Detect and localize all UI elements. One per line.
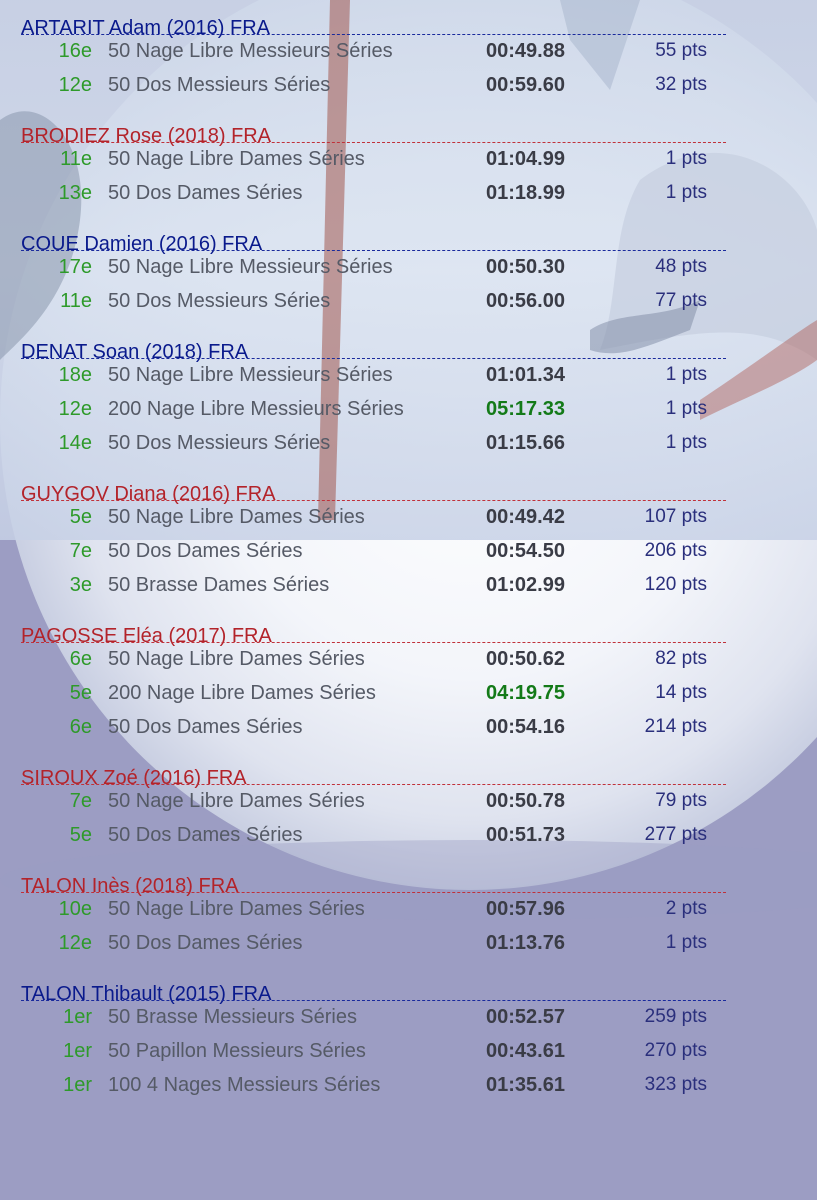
result-points: 77 pts [655,290,707,311]
result-row [0,176,817,210]
athlete-name[interactable]: DENAT Soan (2018) FRA [21,341,249,363]
result-event: 50 Dos Dames Séries [108,540,303,562]
result-row [0,392,817,426]
result-time: 01:15.66 [486,432,565,454]
result-points: 1 pts [665,182,707,203]
result-row [0,68,817,102]
result-time: 05:17.33 [486,398,565,420]
athlete-name[interactable]: ARTARIT Adam (2016) FRA [21,17,270,39]
result-points: 1 pts [665,432,707,453]
result-place: 10e [58,898,92,920]
result-place: 5e [69,506,92,528]
result-time: 01:04.99 [486,148,565,170]
result-time: 00:52.57 [486,1006,565,1028]
result-place: 1er [63,1074,92,1096]
athlete-name[interactable]: PAGOSSE Eléa (2017) FRA [21,625,272,647]
result-time: 00:50.78 [486,790,565,812]
athlete-block [0,966,817,1108]
result-row [0,358,817,392]
athlete-block [0,0,817,108]
result-place: 5e [69,824,92,846]
result-event: 50 Dos Dames Séries [108,182,303,204]
result-event: 50 Dos Dames Séries [108,716,303,738]
result-points: 120 pts [644,574,707,595]
result-points: 79 pts [655,790,707,811]
result-place: 7e [69,790,92,812]
result-place: 11e [60,290,92,312]
result-time: 01:35.61 [486,1074,565,1096]
result-points: 2 pts [665,898,707,919]
result-row [0,1000,817,1034]
athlete-name[interactable]: BRODIEZ Rose (2018) FRA [21,125,272,147]
result-event: 50 Nage Libre Dames Séries [108,790,365,812]
result-time: 00:57.96 [486,898,565,920]
result-points: 1 pts [665,148,707,169]
athlete-header [21,0,726,39]
result-event: 50 Dos Messieurs Séries [108,432,331,454]
result-row [0,34,817,68]
result-time: 01:01.34 [486,364,565,386]
result-time: 01:02.99 [486,574,565,596]
result-points: 107 pts [644,506,707,527]
athlete-header [21,216,726,255]
result-points: 32 pts [655,74,707,95]
athlete-header [21,858,726,897]
result-points: 277 pts [644,824,707,845]
athlete-name[interactable]: SIROUX Zoé (2016) FRA [21,767,247,789]
athlete-header [21,324,726,363]
result-event: 50 Nage Libre Dames Séries [108,148,365,170]
athlete-block [0,108,817,216]
result-place: 14e [58,432,92,454]
result-row [0,250,817,284]
result-points: 1 pts [665,932,707,953]
result-event: 50 Dos Messieurs Séries [108,74,331,96]
athlete-name[interactable]: TALON Inès (2018) FRA [21,875,239,897]
result-time: 04:19.75 [486,682,565,704]
result-place: 12e [58,74,92,96]
result-place: 17e [58,256,92,278]
result-time: 00:50.62 [486,648,565,670]
result-points: 323 pts [644,1074,707,1095]
result-row [0,1068,817,1102]
result-place: 11e [60,148,92,170]
result-place: 12e [58,398,92,420]
result-time: 00:49.42 [486,506,565,528]
result-row [0,500,817,534]
athlete-header [21,966,726,1005]
result-row [0,784,817,818]
athlete-name[interactable]: GUYGOV Diana (2016) FRA [21,483,276,505]
result-time: 00:54.50 [486,540,565,562]
athlete-block [0,216,817,324]
result-event: 50 Brasse Messieurs Séries [108,1006,357,1028]
result-points: 1 pts [665,364,707,385]
result-points: 270 pts [644,1040,707,1061]
athlete-block [0,466,817,608]
result-row [0,142,817,176]
result-time: 01:18.99 [486,182,565,204]
athlete-block [0,750,817,858]
result-points: 82 pts [655,648,707,669]
result-event: 200 Nage Libre Dames Séries [108,682,376,704]
result-place: 16e [58,40,92,62]
result-event: 50 Nage Libre Dames Séries [108,506,365,528]
result-time: 00:50.30 [486,256,565,278]
athlete-header [21,608,726,647]
result-place: 13e [58,182,92,204]
result-row [0,676,817,710]
result-time: 00:59.60 [486,74,565,96]
result-time: 00:54.16 [486,716,565,738]
result-points: 48 pts [655,256,707,277]
result-time: 00:43.61 [486,1040,565,1062]
athlete-header [21,466,726,505]
result-event: 50 Nage Libre Dames Séries [108,898,365,920]
result-place: 3e [69,574,92,596]
result-place: 6e [69,648,92,670]
result-event: 50 Nage Libre Messieurs Séries [108,40,393,62]
result-points: 206 pts [644,540,707,561]
result-event: 50 Nage Libre Dames Séries [108,648,365,670]
result-event: 50 Papillon Messieurs Séries [108,1040,366,1062]
result-time: 00:49.88 [486,40,565,62]
result-event: 200 Nage Libre Messieurs Séries [108,398,404,420]
result-points: 214 pts [644,716,707,737]
athlete-block [0,608,817,750]
result-points: 55 pts [655,40,707,61]
result-event: 50 Nage Libre Messieurs Séries [108,256,393,278]
result-points: 259 pts [644,1006,707,1027]
result-time: 00:51.73 [486,824,565,846]
athlete-block [0,324,817,466]
result-time: 01:13.76 [486,932,565,954]
athlete-header [21,108,726,147]
athlete-gap [0,1102,817,1108]
result-time: 00:56.00 [486,290,565,312]
result-row [0,568,817,602]
result-row [0,1034,817,1068]
result-event: 50 Nage Libre Messieurs Séries [108,364,393,386]
result-points: 14 pts [655,682,707,703]
result-row [0,426,817,460]
result-row [0,534,817,568]
result-event: 50 Dos Messieurs Séries [108,290,331,312]
result-place: 7e [69,540,92,562]
result-row [0,926,817,960]
result-row [0,818,817,852]
result-event: 50 Dos Dames Séries [108,932,303,954]
result-event: 50 Dos Dames Séries [108,824,303,846]
result-place: 1er [63,1040,92,1062]
athlete-name[interactable]: COUE Damien (2016) FRA [21,233,263,255]
result-place: 6e [69,716,92,738]
athlete-header [21,750,726,789]
result-row [0,710,817,744]
result-event: 100 4 Nages Messieurs Séries [108,1074,381,1096]
athlete-block [0,858,817,966]
result-row [0,892,817,926]
result-place: 1er [63,1006,92,1028]
result-event: 50 Brasse Dames Séries [108,574,330,596]
athlete-name[interactable]: TALON Thibault (2015) FRA [21,983,272,1005]
result-place: 12e [58,932,92,954]
result-place: 5e [69,682,92,704]
result-points: 1 pts [665,398,707,419]
result-place: 18e [58,364,92,386]
result-row [0,642,817,676]
result-row [0,284,817,318]
